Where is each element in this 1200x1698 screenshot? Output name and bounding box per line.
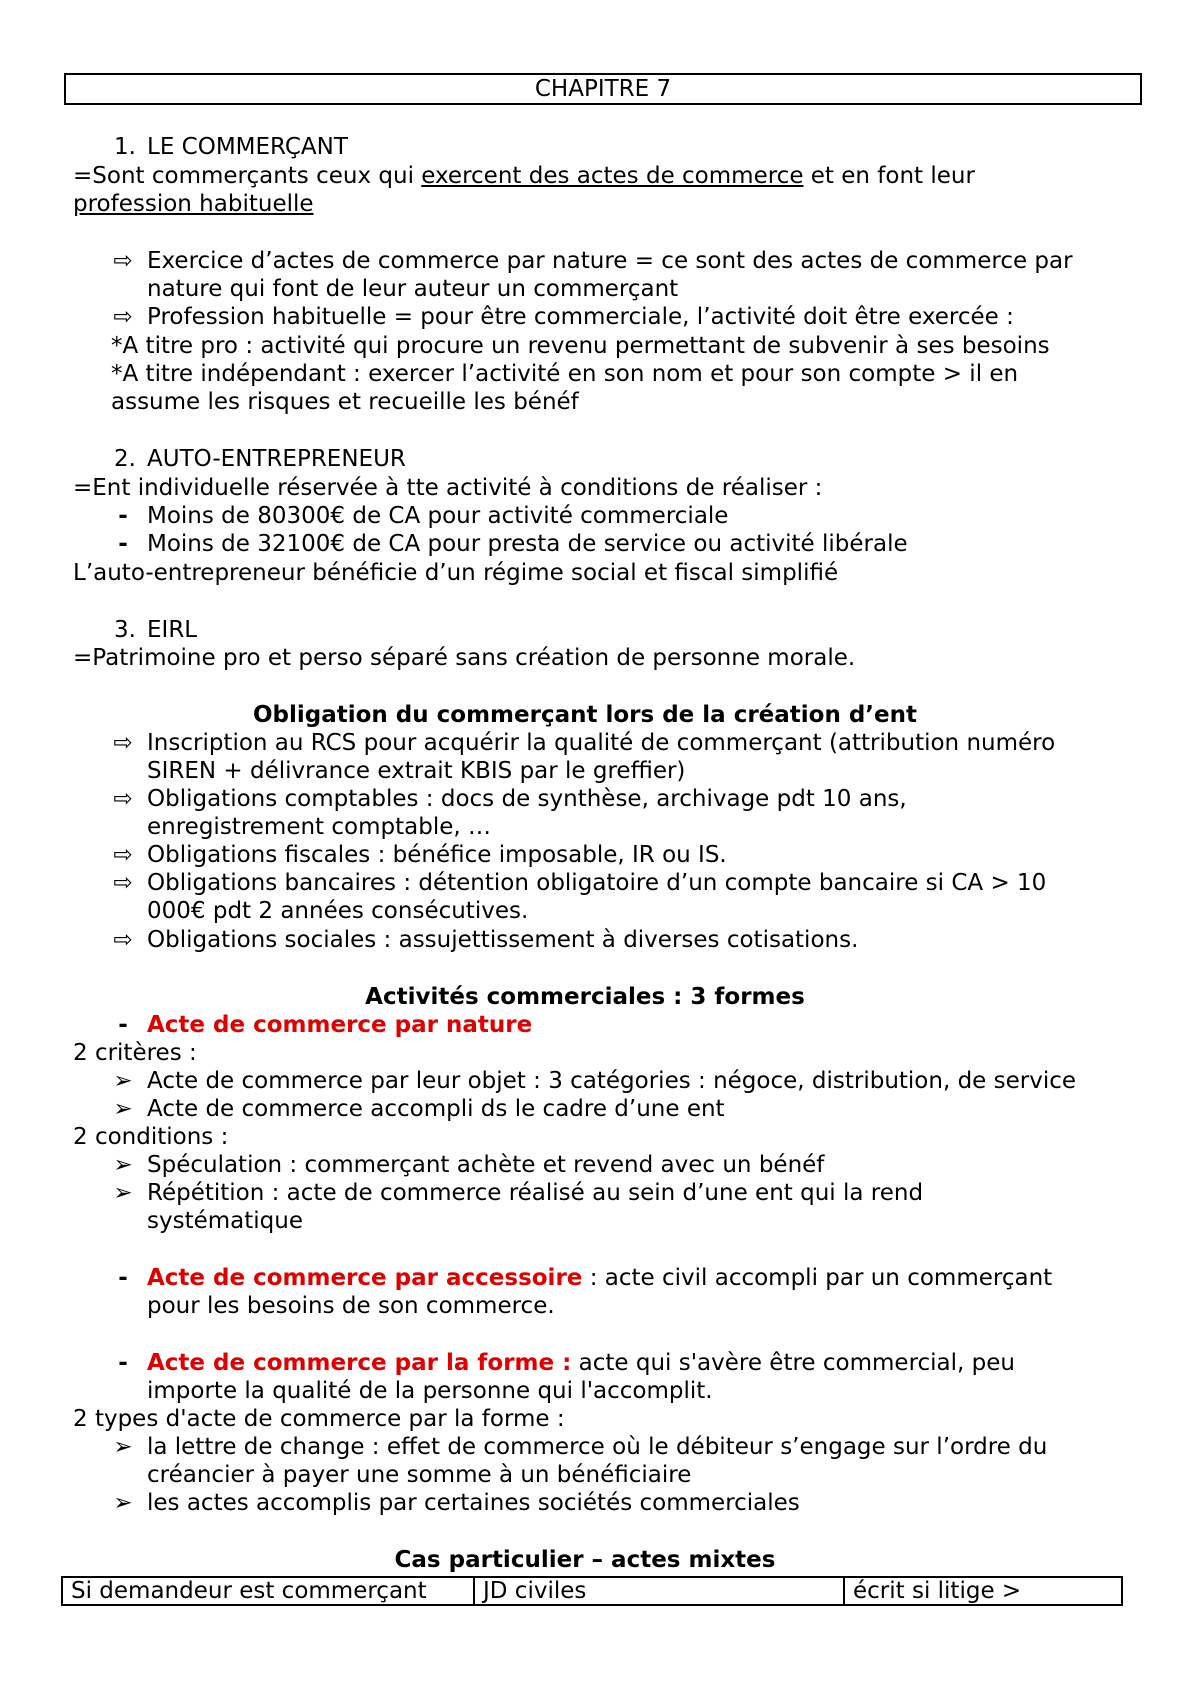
section-number: 1. xyxy=(114,134,136,160)
red-term: Acte de commerce par nature xyxy=(147,1012,533,1038)
red-term: Acte de commerce par la forme : xyxy=(147,1350,572,1376)
obligations-heading: Obligation du commerçant lors de la création d’ent xyxy=(252,702,918,728)
section-title: EIRL xyxy=(147,617,198,643)
arrow-bullet-icon: ⇨ xyxy=(113,730,133,756)
section-1-definition-cont xyxy=(73,190,1200,218)
section-2-definition: =Ent individuelle réservée à tte activité à conditions de réaliser : xyxy=(73,475,823,501)
subheading: 2 types d'acte de commerce par la forme : xyxy=(73,1406,565,1432)
dash-bullet: - xyxy=(118,531,128,557)
section-2-note: L’auto-entrepreneur bénéficie d’un régime social et fiscal simplifié xyxy=(73,560,839,586)
dash-bullet: - xyxy=(118,1265,128,1291)
section-title: LE COMMERÇANT xyxy=(147,134,348,160)
dash-bullet: - xyxy=(118,1012,128,1038)
arrow-bullet-icon: ⇨ xyxy=(113,786,133,812)
table-row xyxy=(62,1577,1122,1605)
table-cell: écrit si litige > xyxy=(844,1577,1122,1605)
underlined-term: profession habituelle xyxy=(73,191,314,217)
chevron-bullet-icon: ➢ xyxy=(113,1434,133,1460)
section-3-definition: =Patrimoine pro et perso séparé sans création de personne morale. xyxy=(73,645,856,671)
section-title: AUTO-ENTREPRENEUR xyxy=(147,446,406,472)
detail-line: assume les risques et recueille les bénéf xyxy=(111,389,579,415)
subheading: 2 critères : xyxy=(73,1040,197,1066)
dash-bullet: - xyxy=(118,503,128,529)
table-cell: JD civiles xyxy=(474,1577,844,1605)
chevron-bullet-icon: ➢ xyxy=(113,1180,133,1206)
mixtes-table xyxy=(61,1576,1123,1606)
dash-bullet: - xyxy=(118,1350,128,1376)
chapter-title xyxy=(64,73,1142,105)
arrow-bullet-icon: ⇨ xyxy=(113,304,133,330)
section-1-definition: =Sont commerçants ceux qui exercent des actes de commerce et en font leur xyxy=(73,163,975,189)
detail-line: *A titre indépendant : exercer l’activité en son nom et pour son compte > il en xyxy=(111,361,1019,387)
arrow-bullet-icon: ⇨ xyxy=(113,248,133,274)
chevron-bullet-icon: ➢ xyxy=(113,1490,133,1516)
section-number: 2. xyxy=(114,446,136,472)
chevron-bullet-icon: ➢ xyxy=(113,1068,133,1094)
detail-line: *A titre pro : activité qui procure un revenu permettant de subvenir à ses besoins xyxy=(111,333,1050,359)
table-cell: Si demandeur est commerçant xyxy=(62,1577,474,1605)
subheading: 2 conditions : xyxy=(73,1124,229,1150)
chapter-title-text: CHAPITRE 7 xyxy=(534,76,672,102)
underlined-term: exercent des actes de commerce xyxy=(421,163,804,189)
arrow-bullet-icon: ⇨ xyxy=(113,842,133,868)
activites-heading: Activités commerciales : 3 formes xyxy=(365,984,805,1010)
chevron-bullet-icon: ➢ xyxy=(113,1096,133,1122)
arrow-bullet-icon: ⇨ xyxy=(113,927,133,953)
section-number: 3. xyxy=(114,617,136,643)
chevron-bullet-icon: ➢ xyxy=(113,1152,133,1178)
arrow-bullet-icon: ⇨ xyxy=(113,870,133,896)
mixtes-heading: Cas particulier – actes mixtes xyxy=(394,1547,776,1573)
red-term: Acte de commerce par accessoire xyxy=(147,1265,583,1291)
